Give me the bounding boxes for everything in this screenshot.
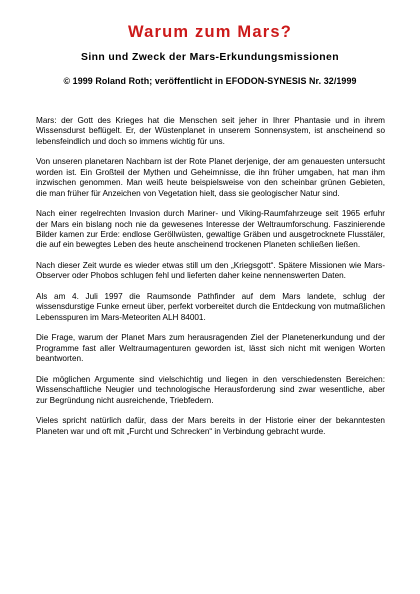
paragraph: Von unseren planetaren Nachbarn ist der Rote Planet derjenige, der am genauesten untersucht worden ist. Ein Großteil der Mythen und Geheimnisse, die ihn früher umgaben, hat man ihm inzwischen genommen. Man weiß heute beispielsweise von den scheinbar grünen Gebieten, die man früher für Anzeichen von Vegetation hielt, dass sie geologischer Natur sind. (36, 157, 385, 198)
paragraph: Vieles spricht natürlich dafür, dass der Mars bereits in der Historie einer der bekanntesten Planeten war und oft mit „Furcht und Schrecken“ in Verbindung gebracht wurde. (36, 416, 385, 436)
article-body (36, 116, 385, 447)
copyright-line: © 1999 Roland Roth; veröffentlicht in EFODON-SYNESIS Nr. 32/1999 (63, 76, 357, 86)
paragraph: Nach dieser Zeit wurde es wieder etwas still um den „Kriegsgott“. Spätere Missionen wie Mars-Observer oder Phobos schlugen fehl und lieferten daher keine nennenswerten Daten. (36, 261, 385, 281)
paragraph: Als am 4. Juli 1997 die Raumsonde Pathfinder auf dem Mars landete, schlug der wissensdurstige Funke erneut über, perfekt vorbereitet durch die Entdeckung von mutmaßlichen Lebensspuren im Mars-Meteoriten ALH 84001. (36, 292, 385, 322)
document-title: Warum zum Mars? (127, 23, 293, 41)
paragraph: Mars: der Gott des Krieges hat die Menschen seit jeher in Ihrer Phantasie und in ihrem Wissensdurst beflügelt. Er, der Wüstenplanet in unserem Sonnensystem, ist anscheinend so lebensfeindlich und doch so immens wichtig für uns. (36, 116, 385, 146)
paragraph: Die Frage, warum der Planet Mars zum herausragenden Ziel der Planetenerkundung und der Programme fast aller Weltraumagenturen geworden ist, lässt sich nicht mit wenigen Worten beantworten. (36, 333, 385, 364)
paragraph: Die möglichen Argumente sind vielschichtig und liegen in den verschiedensten Bereichen: Wissenschaftliche Neugier und technologische Herausforderung sind zwar wesentliche, aber zur Begründung nicht ausreichende, Triebfedern. (36, 374, 385, 405)
document-subtitle: Sinn und Zweck der Mars-Erkundungsmissionen (81, 52, 339, 63)
paragraph: Nach einer regelrechten Invasion durch Mariner- und Viking-Raumfahrzeuge seit 1965 erfuhr der Mars ein bislang noch nie da gewesenes Interesse der Weltraumforschung. Faszinierende Bilder kamen zur Erde: endlose Geröllwüsten, gewaltige Gräben und ausgetrocknete Flusstäler, die auf ein bewegtes Leben des heute anscheinend trockenen Planeten schließen ließen. (36, 209, 385, 250)
